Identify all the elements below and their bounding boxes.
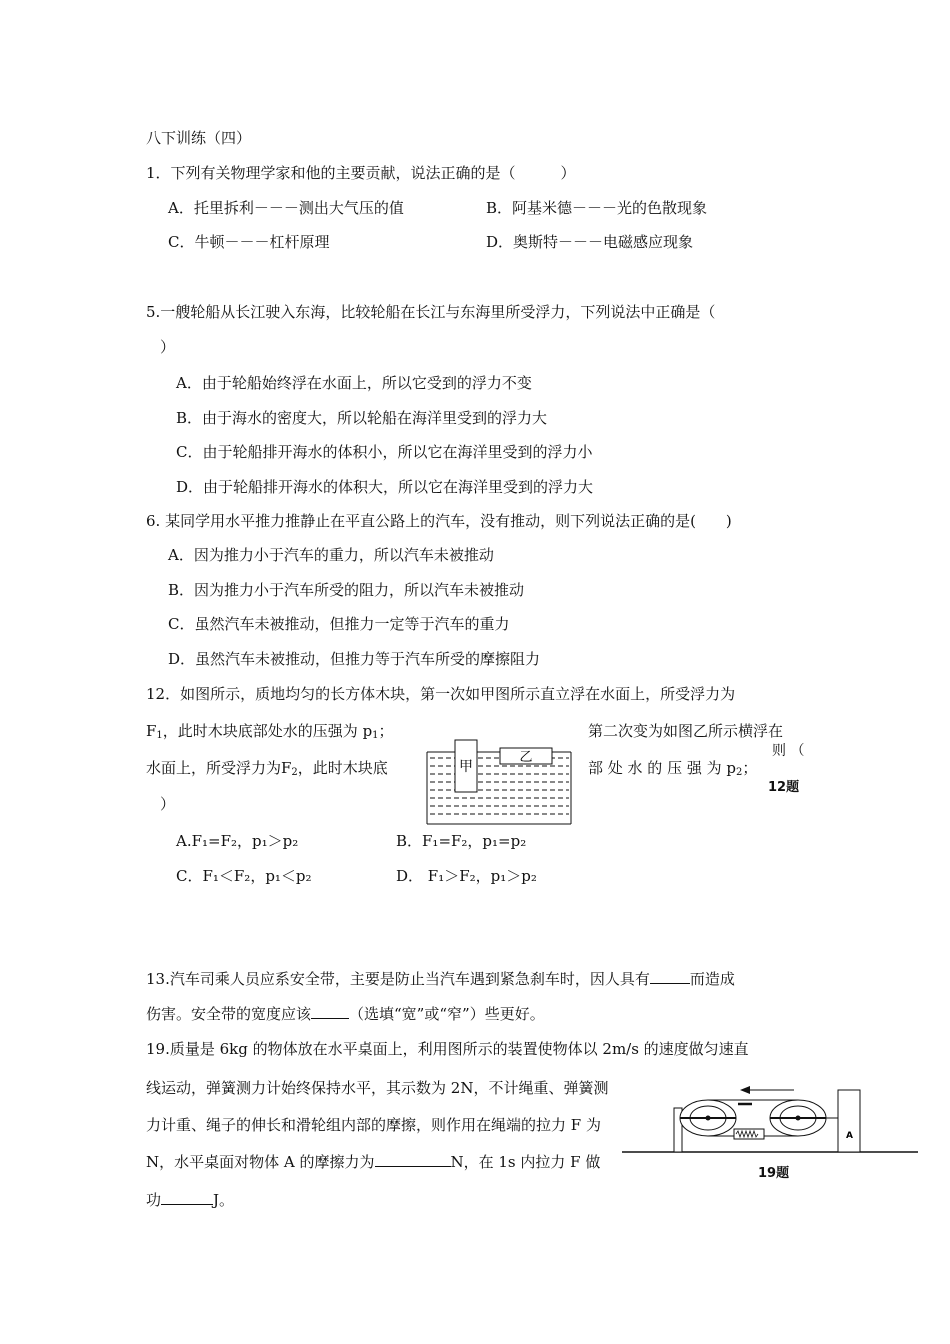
q5-option-b: B．由于海水的密度大，所以轮船在海洋里受到的浮力大 (176, 409, 548, 427)
q12-line2-right: 第二次变为如图乙所示横浮在 (588, 722, 784, 740)
q5-stem-end: ） (160, 338, 176, 356)
q13-line2: 伤害。安全带的宽度应该 （选填“宽”或“窄”）些更好。 (146, 1005, 545, 1023)
q19-figure (620, 1082, 920, 1158)
page-title: 八下训练（四） (146, 129, 252, 147)
q1-option-b: B．阿基米德－－－光的色散现象 (486, 199, 708, 217)
q1-option-a: A．托里拆利－－－测出大气压的值 (168, 199, 404, 217)
q1-option-c: C．牛顿－－－杠杆原理 (168, 233, 330, 251)
q13-blank-2[interactable] (311, 1004, 349, 1019)
q12-line2-left: $F_1$，此时木块底部处水的压强为 $p_1$； (146, 722, 394, 741)
q6-option-c: C．虽然汽车未被推动，但推力一定等于汽车的重力 (168, 615, 510, 633)
label-yi: 乙 (519, 750, 533, 765)
q6-option-d: D．虽然汽车未被推动，但推力等于汽车所受的摩擦阻力 (168, 650, 541, 668)
q12-figure-label: 12题 (768, 780, 800, 795)
left-pulley (680, 1100, 736, 1136)
q19-line1: 19.质量是 6kg 的物体放在水平桌面上，利用图所示的装置使物体以 2m/s 的速度做匀速直 (146, 1040, 749, 1058)
block-a (838, 1090, 860, 1152)
q19-line2: 线运动，弹簧测力计始终保持水平，其示数为 2N，不计绳重、弹簧测 (146, 1079, 609, 1097)
q12-option-a: A.F₁=F₂，p₁＞p₂ (176, 832, 299, 850)
q12-water-dashes (430, 758, 569, 814)
q19-line3: 力计重、绳子的伸长和滑轮组内部的摩擦，则作用在绳端的拉力 F 为 (146, 1116, 601, 1134)
q12-line4: ） (160, 795, 176, 813)
q12-figure (424, 738, 574, 826)
q12-line3-right: 部 处 水 的 压 强 为 $p_2$； (588, 759, 758, 778)
q5-option-c: C．由于轮船排开海水的体积小，所以它在海洋里受到的浮力小 (176, 443, 593, 461)
q13-blank-1[interactable] (650, 969, 690, 984)
q19-line5: 功 J。 (146, 1191, 235, 1209)
q5-option-d: D．由于轮船排开海水的体积大，所以它在海洋里受到的浮力大 (176, 478, 594, 496)
q12-line1: 12．如图所示，质地均匀的长方体木块，第一次如甲图所示直立浮在水面上，所受浮力为 (146, 685, 736, 703)
q12-option-b: B．F₁=F₂，p₁=p₂ (396, 832, 527, 850)
q19-blank-work[interactable] (161, 1190, 213, 1205)
q6-option-a: A．因为推力小于汽车的重力，所以汽车未被推动 (168, 546, 494, 564)
label-a: A (846, 1131, 853, 1141)
pull-arrow (740, 1086, 750, 1094)
q12-line3-cut-text: 则 （ (772, 743, 805, 759)
label-jia: 甲 (459, 759, 473, 775)
q5-stem: 5.一艘轮船从长江驶入东海，比较轮船在长江与东海里所受浮力，下列说法中正确是（ (146, 303, 716, 321)
q12-option-d: D． F₁＞F₂，p₁＞p₂ (396, 867, 537, 885)
right-pulley (770, 1100, 826, 1136)
q13-line1: 13.汽车司乘人员应系安全带，主要是防止当汽车遇到紧急刹车时，因人具有 而造成 (146, 970, 735, 988)
q12-line3-left: 水面上，所受浮力为$F_2$，此时木块底 (146, 759, 388, 778)
q19-figure-label: 19题 (758, 1166, 790, 1181)
q12-option-c: C．F₁＜F₂，p₁＜p₂ (176, 867, 312, 885)
q6-option-b: B．因为推力小于汽车所受的阻力，所以汽车未被推动 (168, 581, 525, 599)
q19-line4: N，水平桌面对物体 A 的摩擦力为 N，在 1s 内拉力 F 做 (146, 1153, 601, 1171)
q1-option-d: D．奥斯特－－－电磁感应现象 (486, 233, 694, 251)
q1-stem: 1．下列有关物理学家和他的主要贡献，说法正确的是（ ） (146, 164, 576, 182)
q6-stem: 6. 某同学用水平推力推静止在平直公路上的汽车，没有推动，则下列说法正确的是( ) (146, 512, 732, 530)
q5-option-a: A．由于轮船始终浮在水面上，所以它受到的浮力不变 (176, 374, 532, 392)
q19-blank-friction[interactable] (375, 1152, 451, 1167)
spring-scale (734, 1129, 764, 1139)
